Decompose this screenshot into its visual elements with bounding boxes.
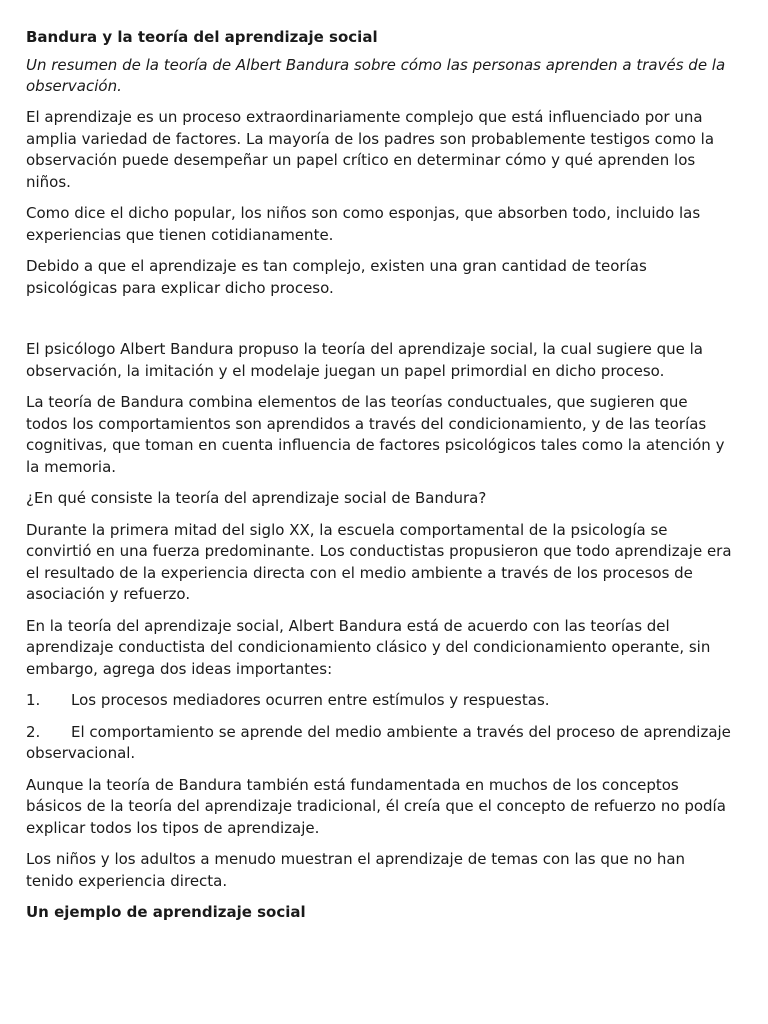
paragraph: Debido a que el aprendizaje es tan complejo, existen una gran cantidad de teorías psicológicas para explicar dicho proceso. xyxy=(26,257,647,297)
list-number: 2. xyxy=(26,722,41,741)
paragraph: El psicólogo Albert Bandura propuso la teoría del aprendizaje social, la cual sugiere que la observación, la imitación y el modelaje juegan un papel primordial en dicho proceso. xyxy=(26,340,703,380)
document-page xyxy=(26,27,732,923)
list-item-text: El comportamiento se aprende del medio ambiente a través del proceso de aprendizaje observacional. xyxy=(26,722,731,762)
section-heading: Un ejemplo de aprendizaje social xyxy=(26,903,306,921)
paragraph: La teoría de Bandura combina elementos de las teorías conductuales, que sugieren que todos los comportamientos son aprendidos a través del condicionamiento, y de las teorías cognitivas, que toman en cuenta influencia de factores psicológicos tales como la atención y la memoria. xyxy=(26,393,725,476)
numbered-list-item xyxy=(26,690,732,712)
section-spacer xyxy=(26,309,732,339)
paragraph: Durante la primera mitad del siglo XX, la escuela comportamental de la psicología se convirtió en una fuerza predominante. Los conductistas propusieron que todo aprendizaje era el resultado de la experiencia directa con el medio ambiente a través de los procesos de asociación y refuerzo. xyxy=(26,520,732,603)
paragraph: En la teoría del aprendizaje social, Albert Bandura está de acuerdo con las teorías del aprendizaje conductista del condicionamiento clásico y del condicionamiento operante, sin embargo, agrega dos ideas importantes: xyxy=(26,616,711,678)
paragraph: Aunque la teoría de Bandura también está fundamentada en muchos de los conceptos básicos de la teoría del aprendizaje tradicional, él creía que el concepto de refuerzo no podía explicar todos los tipos de aprendizaje. xyxy=(26,775,726,837)
paragraph: Como dice el dicho popular, los niños son como esponjas, que absorben todo, incluido las experiencias que tienen cotidianamente. xyxy=(26,204,701,244)
paragraph: Los niños y los adultos a menudo muestran el aprendizaje de temas con las que no han tenido experiencia directa. xyxy=(26,850,686,890)
numbered-list-item xyxy=(26,722,732,765)
paragraph: El aprendizaje es un proceso extraordinariamente complejo que está influenciado por una amplia variedad de factores. La mayoría de los padres son probablemente testigos como la observación puede desempeñar un papel crítico en determinar cómo y qué aprenden los niños. xyxy=(26,108,715,191)
document-subtitle: Un resumen de la teoría de Albert Bandura sobre cómo las personas aprenden a través de la observación. xyxy=(26,56,726,95)
question-paragraph: ¿En qué consiste la teoría del aprendizaje social de Bandura? xyxy=(26,489,487,507)
list-number: 1. xyxy=(26,691,41,709)
document-title: Bandura y la teoría del aprendizaje social xyxy=(26,28,378,46)
list-item-text: Los procesos mediadores ocurren entre estímulos y respuestas. xyxy=(71,691,550,709)
